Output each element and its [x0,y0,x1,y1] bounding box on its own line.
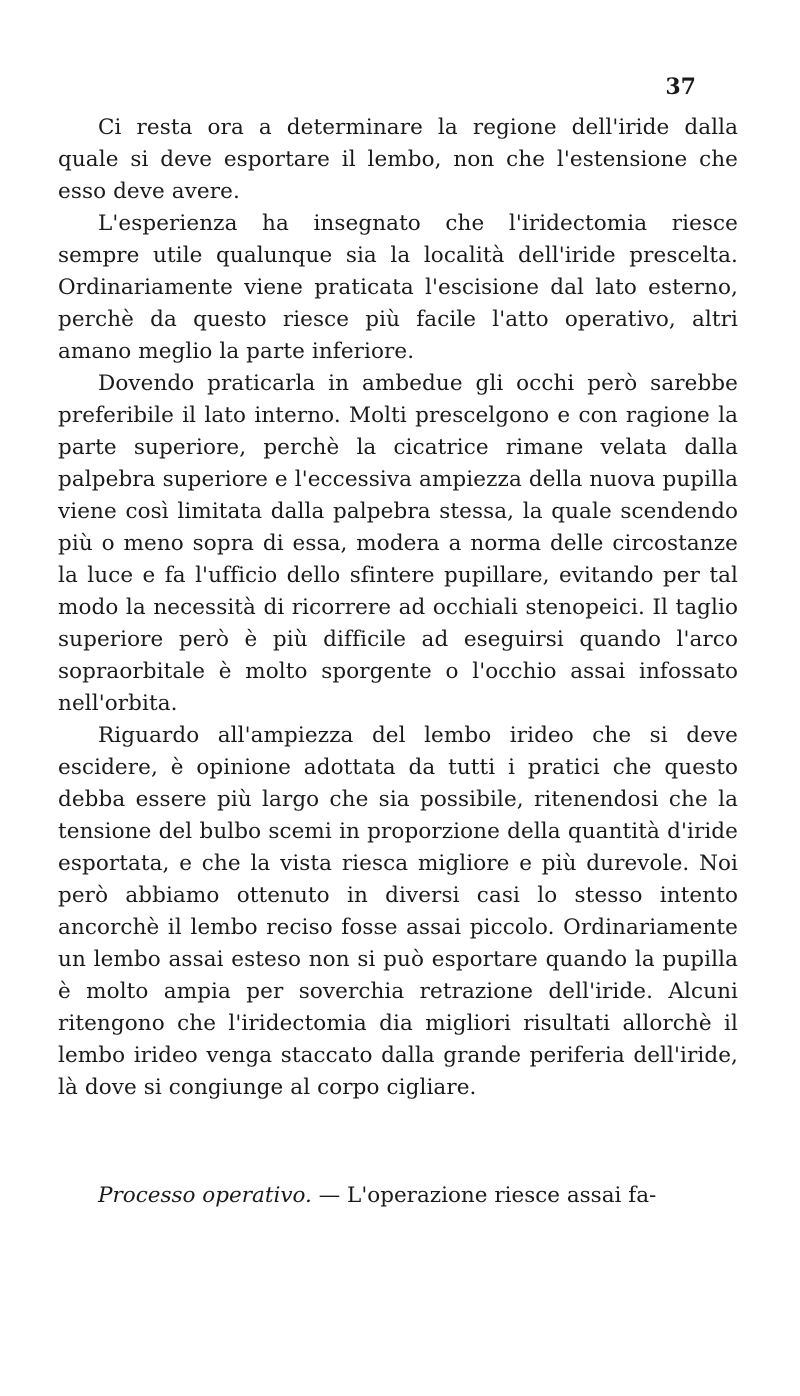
paragraph: Riguardo all'ampiezza del lembo irideo che si deve escidere, è opinione adottata da tutti i pratici che questo debba essere più largo che sia possibile, ritenendosi che la tensione del bulbo scemi in proporzione della quantità d'iride esportata, e che la vista riesca migliore e più durevole. Noi però abbiamo ottenuto in diversi casi lo stesso intento ancorchè il lembo reciso fosse assai piccolo. Ordinariamente un lembo assai esteso non si può esportare quando la pupilla è molto ampia per soverchia retrazione dell'iride. Alcuni ritengono che l'iridectomia dia migliori risultati allorchè il lembo irideo venga staccato dalla grande periferia dell'iride, là dove si congiunge al corpo cigliare. [58,723,738,1100]
section-start [58,1180,738,1212]
section-heading: Processo operativo. [98,1183,312,1208]
section-text: — L'operazione riesce assai fa- [311,1183,657,1208]
page-number: 37 [665,74,696,100]
paragraph: L'esperienza ha insegnato che l'iridectomia riesce sempre utile qualunque sia la località dell'iride prescelta. Ordinariamente viene praticata l'escisione dal lato esterno, perchè da questo riesce più facile l'atto operativo, altri amano meglio la parte inferiore. [58,211,738,364]
paragraph: Dovendo praticarla in ambedue gli occhi però sarebbe preferibile il lato interno. Molti prescelgono e con ragione la parte superiore, perchè la cicatrice rimane velata dalla palpebra superiore e l'eccessiva ampiezza della nuova pupilla viene così limitata dalla palpebra stessa, la quale scendendo più o meno sopra di essa, modera a norma delle circostanze la luce e fa l'ufficio dello sfintere pupillare, evitando per tal modo la necessità di ricorrere ad occhiali stenopeici. Il taglio superiore però è più difficile ad eseguirsi quando l'arco sopraorbitale è molto sporgente o l'occhio assai infossato nell'orbita. [58,371,738,716]
body-text [58,112,738,1104]
paragraph: Ci resta ora a determinare la regione dell'iride dalla quale si deve esportare il lembo, non che l'estensione che esso deve avere. [58,115,738,204]
